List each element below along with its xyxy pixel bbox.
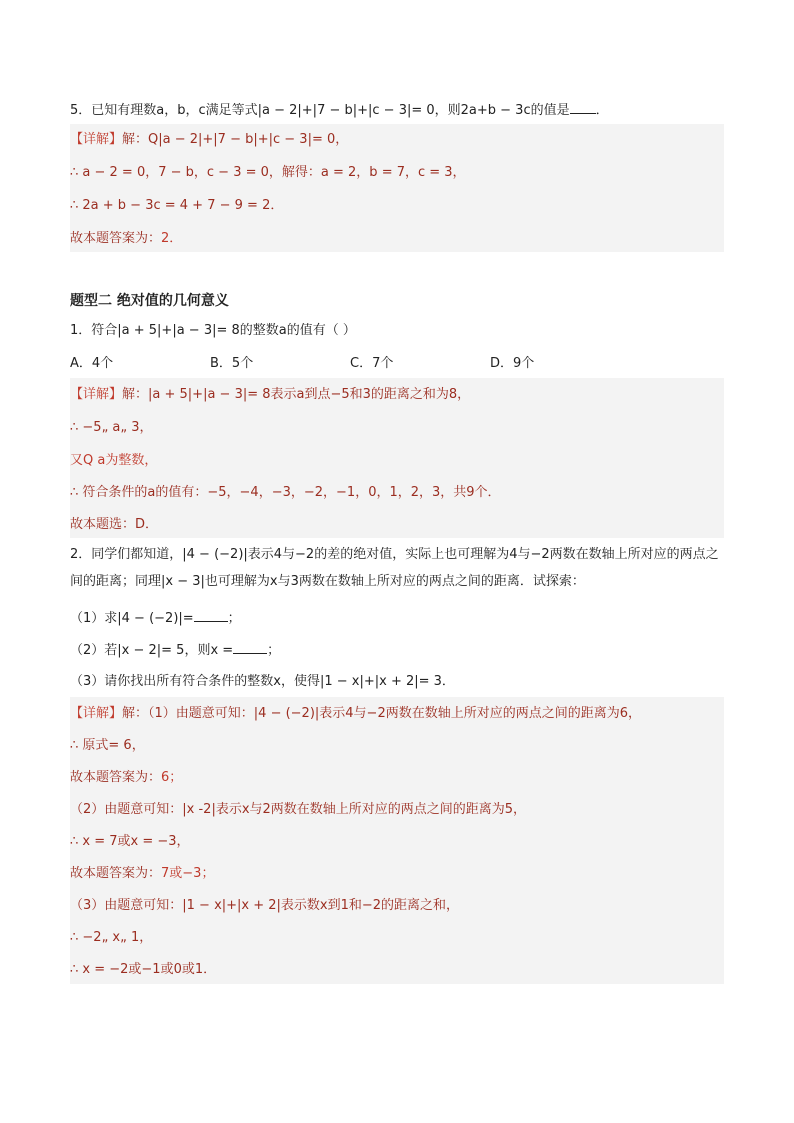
solution-answer: 故本题答案为：6； bbox=[70, 770, 183, 785]
option-c: C．7个 bbox=[350, 356, 394, 371]
question-2: 2．同学们都知道，|4 − (−2)|表示4与−2的差的绝对值，实际上也可理解为4与−2两数在数轴上所对应的两点之间的距离；同理|x − 3|也可理解为x与3两数在数轴上所对应的两点之间的距离．试探索： bbox=[70, 547, 719, 589]
answer-blank bbox=[194, 609, 228, 622]
question-2-part-3: （3）请你找出所有符合条件的整数x，使得|1 − x|+|x + 2|= 3． bbox=[70, 674, 455, 689]
question-2-part-1: （1）求|4 − (−2)|= ； bbox=[70, 611, 241, 626]
solution-tag: 【详解】 bbox=[70, 706, 123, 721]
solution-answer: 故本题答案为：2． bbox=[70, 231, 183, 246]
solution-line: 【详解】解：Q|a − 2|+|7 − b|+|c − 3|= 0， bbox=[70, 132, 349, 147]
solution-line: ∴ 2a + b − 3c = 4 + 7 − 9 = 2． bbox=[70, 198, 284, 213]
solution-line: 故本题选：D． bbox=[70, 517, 159, 532]
solution-line: ∴ x = −2或−1或0或1． bbox=[70, 962, 217, 977]
solution-line: ∴ x = 7或x = −3， bbox=[70, 834, 190, 849]
solution-line: （3）由题意可知：|1 − x|+|x + 2|表示数x到1和−2的距离之和， bbox=[70, 898, 460, 913]
option-d: D．9个 bbox=[490, 356, 535, 371]
options-row bbox=[70, 355, 725, 373]
question-2-part-2: （2）若|x − 2|= 5，则x = ； bbox=[70, 643, 281, 658]
solution-line: ∴ a − 2 = 0，7 − b，c − 3 = 0，解得：a = 2，b = 7，c = 3， bbox=[70, 165, 466, 180]
answer-blank bbox=[570, 101, 596, 114]
solution-tag: 【详解】 bbox=[70, 387, 123, 402]
option-a: A．4个 bbox=[70, 356, 114, 371]
section-title: 题型二 绝对值的几何意义 bbox=[70, 293, 229, 309]
solution-line: 【详解】解：|a + 5|+|a − 3|= 8表示a到点−5和3的距离之和为8， bbox=[70, 387, 471, 402]
question-5: 5．已知有理数a，b，c满足等式|a − 2|+|7 − b|+|c − 3|= 0，则2a+b − 3c的值是 ． bbox=[70, 103, 609, 118]
solution-line: ∴ 符合条件的a的值有：−5，−4，−3，−2，−1，0，1，2，3，共9个． bbox=[70, 485, 501, 500]
solution-line: （2）由题意可知：|x -2|表示x与2两数在数轴上所对应的两点之间的距离为5， bbox=[70, 802, 527, 817]
option-b: B．5个 bbox=[210, 356, 254, 371]
answer-blank bbox=[233, 641, 267, 654]
solution-line: 又Q a为整数， bbox=[70, 453, 158, 468]
solution-line: ∴ −2„ x„ 1， bbox=[70, 930, 153, 945]
solution-line: 【详解】解：（1）由题意可知：|4 − (−2)|表示4与−2两数在数轴上所对应的两点之间的距离为6， bbox=[70, 706, 641, 721]
solution-line: ∴ −5„ a„ 3， bbox=[70, 420, 153, 435]
solution-answer: 故本题答案为：7或−3； bbox=[70, 866, 215, 881]
solution-line: ∴ 原式= 6， bbox=[70, 738, 145, 753]
question-1: 1．符合|a + 5|+|a − 3|= 8的整数a的值有（ ） bbox=[70, 323, 356, 338]
solution-tag: 【详解】 bbox=[70, 132, 123, 147]
